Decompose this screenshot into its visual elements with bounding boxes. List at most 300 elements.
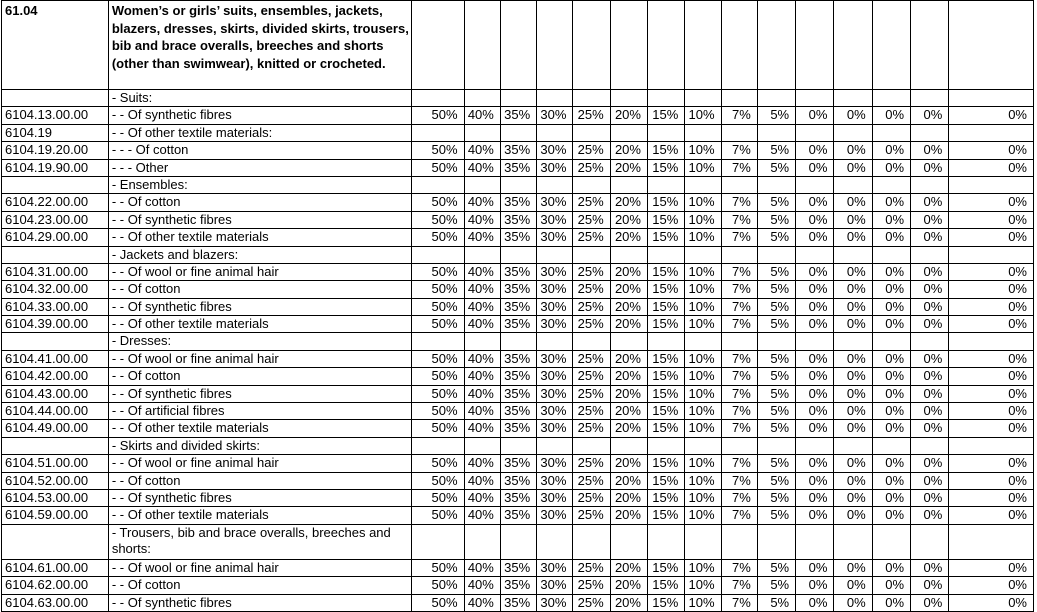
rate-cell: 25%: [573, 281, 610, 298]
rate-cell: [412, 246, 464, 263]
rate-cell: 0%: [872, 142, 910, 159]
rate-cell: 0%: [796, 142, 834, 159]
hs-code-cell: 6104.42.00.00: [2, 368, 109, 385]
rate-cell: [911, 333, 949, 350]
rate-cell: 20%: [610, 489, 647, 506]
rate-cell: [610, 524, 647, 559]
rate-cell: [647, 90, 684, 107]
rate-cell: 0%: [911, 420, 949, 437]
rate-cell: 15%: [647, 142, 684, 159]
rate-cell: [949, 246, 1034, 263]
rate-cell: 20%: [610, 298, 647, 315]
rate-cell: 7%: [721, 420, 757, 437]
rate-cell: 7%: [721, 211, 757, 228]
tariff-row: [2, 507, 1034, 524]
description-cell: - - Of cotton: [108, 472, 411, 489]
rate-cell: 20%: [610, 420, 647, 437]
tariff-row: [2, 229, 1034, 246]
rate-cell: 5%: [757, 455, 795, 472]
rate-cell: 0%: [872, 281, 910, 298]
rate-cell: 0%: [796, 559, 834, 576]
rate-cell: 40%: [464, 455, 500, 472]
rate-cell: 5%: [757, 316, 795, 333]
rate-cell: 15%: [647, 472, 684, 489]
rate-cell: 35%: [500, 594, 536, 611]
rate-cell: [464, 176, 500, 193]
rate-cell: 7%: [721, 507, 757, 524]
rate-cell: 25%: [573, 489, 610, 506]
heading-description: Women’s or girls’ suits, ensembles, jackets, blazers, dresses, skirts, divided skirts, trousers, bib and brace overalls, breeches and shorts (other than swimwear), knitted or crocheted.: [108, 1, 411, 90]
tariff-row: [2, 263, 1034, 280]
rate-cell: 5%: [757, 142, 795, 159]
rate-cell: 50%: [412, 298, 464, 315]
hs-code-cell: 6104.31.00.00: [2, 263, 109, 280]
rate-cell: 7%: [721, 350, 757, 367]
empty-cell: [647, 1, 684, 90]
rate-cell: 30%: [537, 472, 573, 489]
empty-cell: [573, 1, 610, 90]
rate-cell: [464, 333, 500, 350]
rate-cell: 0%: [911, 194, 949, 211]
rate-cell: 0%: [796, 211, 834, 228]
rate-cell: 0%: [872, 316, 910, 333]
rate-cell: 35%: [500, 385, 536, 402]
rate-cell: [500, 90, 536, 107]
rate-cell: 10%: [685, 385, 721, 402]
rate-cell: 15%: [647, 194, 684, 211]
hs-code-cell: 6104.39.00.00: [2, 316, 109, 333]
rate-cell: 0%: [872, 368, 910, 385]
rate-cell: 0%: [872, 472, 910, 489]
hs-code-cell: 6104.19: [2, 124, 109, 141]
rate-cell: 0%: [796, 350, 834, 367]
rate-cell: 0%: [834, 281, 872, 298]
rate-cell: 0%: [911, 211, 949, 228]
rate-cell: 50%: [412, 263, 464, 280]
hs-code-cell: 6104.59.00.00: [2, 507, 109, 524]
rate-cell: 0%: [796, 368, 834, 385]
rate-cell: [685, 176, 721, 193]
tariff-row: [2, 577, 1034, 594]
rate-cell: 15%: [647, 594, 684, 611]
rate-cell: 7%: [721, 142, 757, 159]
rate-cell: 10%: [685, 263, 721, 280]
rate-cell: 20%: [610, 350, 647, 367]
empty-cell: [464, 1, 500, 90]
tariff-row: [2, 281, 1034, 298]
description-cell: - - Of wool or fine animal hair: [108, 263, 411, 280]
rate-cell: 25%: [573, 472, 610, 489]
rate-cell: 20%: [610, 316, 647, 333]
rate-cell: 50%: [412, 594, 464, 611]
rate-cell: 35%: [500, 316, 536, 333]
empty-cell: [500, 1, 536, 90]
description-cell: - - Of synthetic fibres: [108, 107, 411, 124]
tariff-row: [2, 316, 1034, 333]
rate-cell: [757, 524, 795, 559]
description-cell: - - Of cotton: [108, 368, 411, 385]
rate-cell: 35%: [500, 489, 536, 506]
rate-cell: [573, 246, 610, 263]
rate-cell: 0%: [834, 142, 872, 159]
rate-cell: 15%: [647, 455, 684, 472]
rate-cell: 0%: [834, 194, 872, 211]
rate-cell: 0%: [911, 142, 949, 159]
description-cell: - - Of synthetic fibres: [108, 594, 411, 611]
hs-code-cell: 6104.23.00.00: [2, 211, 109, 228]
rate-cell: [872, 124, 910, 141]
rate-cell: 40%: [464, 229, 500, 246]
rate-cell: 0%: [834, 298, 872, 315]
rate-cell: 40%: [464, 577, 500, 594]
rate-cell: 7%: [721, 594, 757, 611]
rate-cell: [834, 90, 872, 107]
rate-cell: 10%: [685, 316, 721, 333]
rate-cell: 0%: [796, 298, 834, 315]
hs-code-cell: 6104.13.00.00: [2, 107, 109, 124]
description-cell: - - Of wool or fine animal hair: [108, 559, 411, 576]
rate-cell: 25%: [573, 298, 610, 315]
rate-cell: 0%: [949, 211, 1034, 228]
rate-cell: [573, 90, 610, 107]
hs-code-cell: 6104.44.00.00: [2, 403, 109, 420]
empty-cell: [796, 1, 834, 90]
rate-cell: 7%: [721, 107, 757, 124]
rate-cell: 5%: [757, 403, 795, 420]
tariff-row: [2, 420, 1034, 437]
tariff-row: [2, 159, 1034, 176]
rate-cell: [500, 524, 536, 559]
rate-cell: 50%: [412, 403, 464, 420]
rate-cell: [872, 90, 910, 107]
rate-cell: 7%: [721, 316, 757, 333]
rate-cell: 40%: [464, 507, 500, 524]
rate-cell: 15%: [647, 420, 684, 437]
rate-cell: 30%: [537, 385, 573, 402]
rate-cell: [757, 333, 795, 350]
tariff-row: [2, 385, 1034, 402]
rate-cell: [721, 176, 757, 193]
rate-cell: 0%: [911, 350, 949, 367]
rate-cell: [949, 124, 1034, 141]
rate-cell: 40%: [464, 403, 500, 420]
hs-code-cell: [2, 333, 109, 350]
rate-cell: 7%: [721, 298, 757, 315]
rate-cell: 0%: [796, 281, 834, 298]
rate-cell: 0%: [796, 403, 834, 420]
rate-cell: 0%: [872, 159, 910, 176]
rate-cell: 10%: [685, 194, 721, 211]
rate-cell: 0%: [872, 211, 910, 228]
rate-cell: [647, 246, 684, 263]
rate-cell: 0%: [872, 489, 910, 506]
rate-cell: [721, 437, 757, 454]
rate-cell: 15%: [647, 211, 684, 228]
rate-cell: 0%: [834, 489, 872, 506]
rate-cell: 0%: [834, 403, 872, 420]
section-row: [2, 90, 1034, 107]
hs-code-cell: 6104.53.00.00: [2, 489, 109, 506]
rate-cell: 7%: [721, 368, 757, 385]
rate-cell: 5%: [757, 385, 795, 402]
rate-cell: 30%: [537, 229, 573, 246]
rate-cell: 40%: [464, 472, 500, 489]
rate-cell: 30%: [537, 420, 573, 437]
rate-cell: [685, 246, 721, 263]
rate-cell: 10%: [685, 368, 721, 385]
rate-cell: [537, 437, 573, 454]
rate-cell: 30%: [537, 507, 573, 524]
rate-cell: 25%: [573, 316, 610, 333]
rate-cell: 0%: [949, 368, 1034, 385]
rate-cell: 0%: [949, 229, 1034, 246]
rate-cell: [412, 333, 464, 350]
rate-cell: [464, 246, 500, 263]
hs-code-cell: 6104.19.20.00: [2, 142, 109, 159]
rate-cell: 5%: [757, 229, 795, 246]
rate-cell: 50%: [412, 577, 464, 594]
rate-cell: 0%: [796, 455, 834, 472]
rate-cell: 15%: [647, 350, 684, 367]
rate-cell: [464, 90, 500, 107]
rate-cell: 40%: [464, 194, 500, 211]
hs-code-cell: [2, 90, 109, 107]
rate-cell: [949, 176, 1034, 193]
rate-cell: [911, 124, 949, 141]
rate-cell: [500, 124, 536, 141]
heading-row: [2, 1, 1034, 90]
rate-cell: 5%: [757, 350, 795, 367]
rate-cell: [610, 90, 647, 107]
rate-cell: 15%: [647, 263, 684, 280]
rate-cell: 20%: [610, 211, 647, 228]
rate-cell: 5%: [757, 281, 795, 298]
rate-cell: [796, 90, 834, 107]
description-cell: - - Of synthetic fibres: [108, 489, 411, 506]
rate-cell: 50%: [412, 281, 464, 298]
rate-cell: [500, 176, 536, 193]
rate-cell: 5%: [757, 107, 795, 124]
rate-cell: [500, 246, 536, 263]
rate-cell: 10%: [685, 420, 721, 437]
rate-cell: 0%: [872, 420, 910, 437]
description-cell: - - Of wool or fine animal hair: [108, 350, 411, 367]
rate-cell: 10%: [685, 107, 721, 124]
rate-cell: 10%: [685, 507, 721, 524]
rate-cell: 0%: [911, 507, 949, 524]
rate-cell: 15%: [647, 489, 684, 506]
rate-cell: 50%: [412, 350, 464, 367]
rate-cell: 0%: [872, 455, 910, 472]
rate-cell: 20%: [610, 594, 647, 611]
rate-cell: 0%: [796, 263, 834, 280]
rate-cell: [610, 124, 647, 141]
rate-cell: 0%: [911, 577, 949, 594]
rate-cell: 35%: [500, 368, 536, 385]
rate-cell: 40%: [464, 107, 500, 124]
rate-cell: 40%: [464, 298, 500, 315]
rate-cell: 0%: [834, 316, 872, 333]
rate-cell: 40%: [464, 594, 500, 611]
rate-cell: [834, 124, 872, 141]
rate-cell: [685, 90, 721, 107]
rate-cell: [796, 333, 834, 350]
rate-cell: 15%: [647, 403, 684, 420]
rate-cell: [757, 90, 795, 107]
rate-cell: 35%: [500, 403, 536, 420]
rate-cell: [412, 437, 464, 454]
rate-cell: [412, 90, 464, 107]
rate-cell: [911, 524, 949, 559]
rate-cell: 0%: [872, 403, 910, 420]
rate-cell: [757, 246, 795, 263]
rate-cell: 30%: [537, 489, 573, 506]
hs-code-cell: 6104.29.00.00: [2, 229, 109, 246]
rate-cell: 35%: [500, 263, 536, 280]
rate-cell: 35%: [500, 159, 536, 176]
rate-cell: [537, 124, 573, 141]
rate-cell: 40%: [464, 316, 500, 333]
section-row: [2, 437, 1034, 454]
rate-cell: 5%: [757, 263, 795, 280]
rate-cell: [872, 333, 910, 350]
rate-cell: [796, 176, 834, 193]
rate-cell: 5%: [757, 211, 795, 228]
rate-cell: 0%: [911, 403, 949, 420]
empty-cell: [610, 1, 647, 90]
tariff-row: [2, 368, 1034, 385]
rate-cell: 5%: [757, 298, 795, 315]
rate-cell: 25%: [573, 594, 610, 611]
rate-cell: [647, 524, 684, 559]
rate-cell: 40%: [464, 211, 500, 228]
rate-cell: [500, 333, 536, 350]
rate-cell: 0%: [796, 316, 834, 333]
rate-cell: 20%: [610, 194, 647, 211]
rate-cell: [834, 524, 872, 559]
rate-cell: 35%: [500, 194, 536, 211]
description-cell: - - Of other textile materials:: [108, 124, 411, 141]
empty-cell: [911, 1, 949, 90]
rate-cell: 7%: [721, 577, 757, 594]
rate-cell: 0%: [796, 594, 834, 611]
rate-cell: 15%: [647, 577, 684, 594]
rate-cell: 0%: [911, 368, 949, 385]
rate-cell: 5%: [757, 559, 795, 576]
description-cell: - - Of cotton: [108, 577, 411, 594]
rate-cell: 0%: [796, 107, 834, 124]
description-cell: - - Of synthetic fibres: [108, 385, 411, 402]
section-row: [2, 524, 1034, 559]
rate-cell: 0%: [834, 455, 872, 472]
rate-cell: [949, 437, 1034, 454]
rate-cell: [412, 124, 464, 141]
tariff-table: [1, 0, 1034, 612]
rate-cell: [573, 124, 610, 141]
rate-cell: 0%: [911, 489, 949, 506]
description-cell: - - - Of cotton: [108, 142, 411, 159]
description-cell: - - Of artificial fibres: [108, 403, 411, 420]
rate-cell: 30%: [537, 263, 573, 280]
rate-cell: 50%: [412, 316, 464, 333]
rate-cell: 25%: [573, 211, 610, 228]
rate-cell: 50%: [412, 420, 464, 437]
rate-cell: 15%: [647, 298, 684, 315]
rate-cell: 35%: [500, 107, 536, 124]
rate-cell: 40%: [464, 559, 500, 576]
rate-cell: 0%: [834, 263, 872, 280]
rate-cell: 0%: [911, 281, 949, 298]
description-cell: - - Of cotton: [108, 194, 411, 211]
rate-cell: 0%: [911, 472, 949, 489]
rate-cell: 20%: [610, 472, 647, 489]
rate-cell: 0%: [949, 455, 1034, 472]
rate-cell: 35%: [500, 229, 536, 246]
rate-cell: 20%: [610, 455, 647, 472]
tariff-row: [2, 194, 1034, 211]
rate-cell: 20%: [610, 368, 647, 385]
rate-cell: 0%: [949, 559, 1034, 576]
rate-cell: 7%: [721, 489, 757, 506]
rate-cell: 40%: [464, 159, 500, 176]
rate-cell: 0%: [949, 263, 1034, 280]
rate-cell: 0%: [834, 507, 872, 524]
rate-cell: [721, 90, 757, 107]
rate-cell: 0%: [911, 594, 949, 611]
rate-cell: 25%: [573, 263, 610, 280]
rate-cell: 0%: [834, 577, 872, 594]
description-cell: - Jackets and blazers:: [108, 246, 411, 263]
rate-cell: [573, 333, 610, 350]
rate-cell: 0%: [911, 298, 949, 315]
section-row: [2, 176, 1034, 193]
rate-cell: 0%: [949, 316, 1034, 333]
hs-code-cell: [2, 176, 109, 193]
rate-cell: [721, 124, 757, 141]
rate-cell: 25%: [573, 559, 610, 576]
rate-cell: [610, 246, 647, 263]
rate-cell: 50%: [412, 385, 464, 402]
rate-cell: 0%: [834, 211, 872, 228]
rate-cell: 0%: [872, 350, 910, 367]
rate-cell: 30%: [537, 577, 573, 594]
rate-cell: 0%: [872, 298, 910, 315]
rate-cell: 7%: [721, 559, 757, 576]
tariff-row: [2, 298, 1034, 315]
rate-cell: [757, 437, 795, 454]
section-row: [2, 124, 1034, 141]
rate-cell: [573, 176, 610, 193]
hs-code-cell: 6104.19.90.00: [2, 159, 109, 176]
description-cell: - - Of synthetic fibres: [108, 211, 411, 228]
rate-cell: 20%: [610, 559, 647, 576]
rate-cell: 0%: [911, 229, 949, 246]
hs-code-cell: 6104.22.00.00: [2, 194, 109, 211]
rate-cell: [911, 246, 949, 263]
rate-cell: 25%: [573, 455, 610, 472]
empty-cell: [949, 1, 1034, 90]
rate-cell: 20%: [610, 142, 647, 159]
rate-cell: 0%: [911, 455, 949, 472]
rate-cell: [685, 524, 721, 559]
rate-cell: 10%: [685, 577, 721, 594]
rate-cell: [911, 437, 949, 454]
rate-cell: 7%: [721, 403, 757, 420]
rate-cell: 30%: [537, 281, 573, 298]
rate-cell: 0%: [949, 298, 1034, 315]
rate-cell: 50%: [412, 455, 464, 472]
empty-cell: [412, 1, 464, 90]
